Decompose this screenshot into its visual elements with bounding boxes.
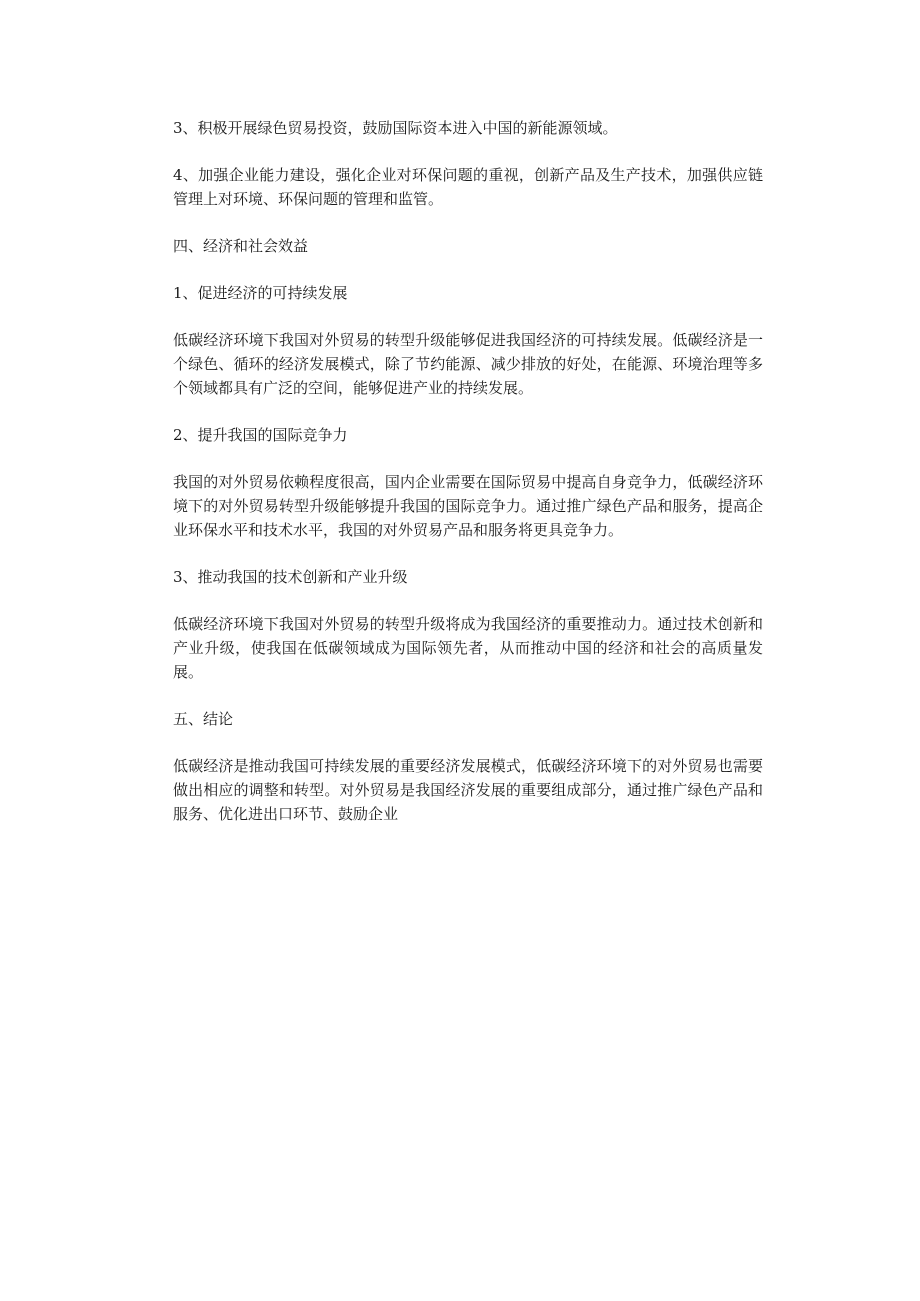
paragraph-sustainable-development: 低碳经济环境下我国对外贸易的转型升级能够促进我国经济的可持续发展。低碳经济是一个绿色、循环的经济发展模式，除了节约能源、减少排放的好处，在能源、环境治理等多个领域都具有广泛的空间，能够促进产业的持续发展。	[173, 331, 763, 397]
paragraph-item-3: 3、积极开展绿色贸易投资，鼓励国际资本进入中国的新能源领域。	[173, 119, 618, 137]
section-heading-4: 四、经济和社会效益	[173, 237, 309, 255]
subsection-heading-2: 2、提升我国的国际竞争力	[173, 426, 348, 444]
document-body	[173, 116, 763, 849]
paragraph-conclusion: 低碳经济是推动我国可持续发展的重要经济发展模式，低碳经济环境下的对外贸易也需要做出相应的调整和转型。对外贸易是我国经济发展的重要组成部分，通过推广绿色产品和服务、优化进出口环节、鼓励企业	[173, 757, 763, 823]
paragraph-innovation: 低碳经济环境下我国对外贸易的转型升级将成为我国经济的重要推动力。通过技术创新和产业升级，使我国在低碳领域成为国际领先者，从而推动中国的经济和社会的高质量发展。	[173, 615, 763, 681]
paragraph-item-4: 4、加强企业能力建设，强化企业对环保问题的重视，创新产品及生产技术，加强供应链管理上对环境、环保问题的管理和监管。	[173, 166, 763, 208]
paragraph-competitiveness: 我国的对外贸易依赖程度很高，国内企业需要在国际贸易中提高自身竞争力，低碳经济环境下的对外贸易转型升级能够提升我国的国际竞争力。通过推广绿色产品和服务，提高企业环保水平和技术水平，我国的对外贸易产品和服务将更具竞争力。	[173, 473, 763, 539]
subsection-heading-3: 3、推动我国的技术创新和产业升级	[173, 568, 408, 586]
section-heading-5: 五、结论	[173, 710, 234, 728]
subsection-heading-1: 1、促进经济的可持续发展	[173, 284, 348, 302]
